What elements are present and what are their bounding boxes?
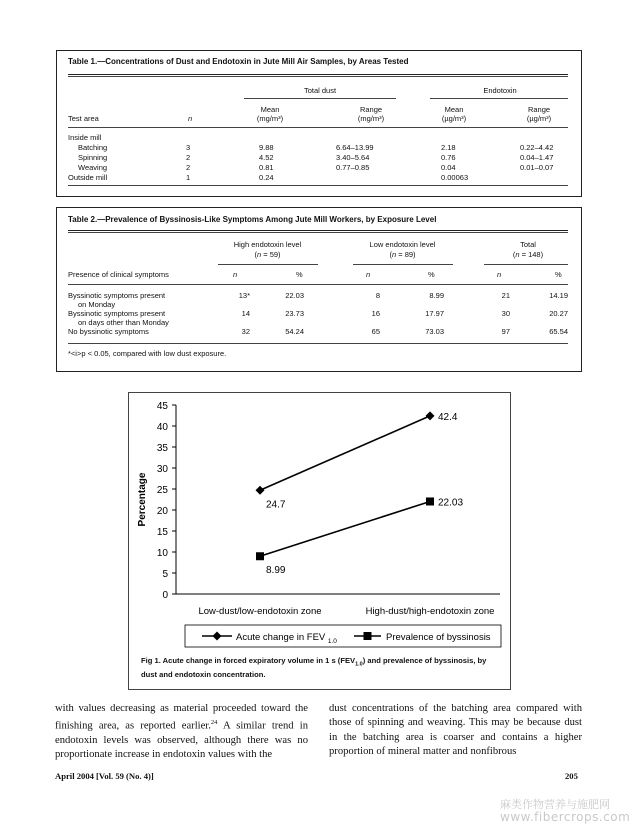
y-tick-label: 25: [156, 485, 168, 496]
table2-group-total: Total (n = 148): [512, 240, 544, 259]
data-label: 42.4: [438, 411, 458, 423]
table1-title: Table 1.—Concentrations of Dust and Endotoxin in Jute Mill Air Samples, by Areas Tested: [68, 57, 409, 66]
watermark-title: 麻类作物营养与施肥网: [500, 798, 610, 811]
table1-col-mean-dust: Mean (mg/m³): [256, 105, 284, 123]
table2-label-line: on Monday: [78, 300, 116, 309]
table1-cell-n: 3: [186, 143, 191, 152]
table1-cell-area: Batching: [78, 143, 108, 152]
table2-group-low: Low endotoxin level (n = 89): [369, 240, 436, 259]
y-axis-label: Percentage: [137, 472, 148, 527]
table2-cell-hn: 32: [241, 327, 250, 336]
table1-cell-mean-endo: 0.00063: [441, 173, 469, 182]
data-point-square: [426, 497, 434, 505]
series-line: [260, 416, 430, 490]
table2-cell-label: [68, 327, 149, 336]
table1-cell-area: Weaving: [78, 163, 108, 172]
y-tick-label: 30: [156, 464, 168, 475]
table1-cell-mean-dust: 0.24: [259, 173, 274, 182]
table2-cell-tp: 14.19: [549, 291, 568, 300]
table1-cell-n: 1: [186, 173, 191, 182]
table2-col-tn: n: [497, 270, 502, 279]
legend-label: Prevalence of byssinosis: [386, 632, 491, 643]
y-tick-label: 35: [156, 443, 168, 454]
y-tick-label: 45: [156, 401, 168, 412]
table1-cell-mean-dust: 4.52: [259, 153, 274, 162]
y-tick-label: 40: [156, 422, 168, 433]
watermark-url: www.fibercrops.com: [500, 810, 631, 824]
table1-cell-range-dust: 0.77–0.85: [336, 163, 370, 172]
table1-col-mean-endo: Mean (µg/m³): [441, 105, 467, 123]
footer-issue: April 2004 [Vol. 59 (No. 4)]: [55, 771, 154, 781]
table1-col-range-endo: Range (µg/m³): [526, 105, 552, 123]
table2-footnote: *<i>p < 0.05, compared with low dust exposure.: [68, 349, 227, 358]
data-point-diamond: [426, 411, 435, 420]
table2-col-tp: %: [555, 270, 562, 279]
figure-chart: [128, 392, 511, 690]
table2-col-lp: %: [428, 270, 435, 279]
x-tick-label: Low-dust/low-endotoxin zone: [198, 606, 322, 617]
body-right-column: dust concentrations of the batching area compared with those of spinning and weaving. This may be because dust in the batching area is coarser and contains a higher proportion of mineral matter and nonfibrous: [329, 703, 582, 757]
table2-cell-tp: 65.54: [549, 327, 568, 336]
table2-cell-tn: 21: [501, 291, 510, 300]
y-tick-label: 0: [162, 590, 168, 601]
table1-cell-range-endo: 0.22–4.42: [520, 143, 554, 152]
table1-cell-mean-dust: 0.81: [259, 163, 274, 172]
table1-cell-range-endo: 0.04–1.47: [520, 153, 554, 162]
data-label: 8.99: [266, 565, 286, 577]
y-tick-label: 20: [156, 506, 168, 517]
table1-group-total-dust: Total dust: [303, 86, 337, 95]
table2-title: Table 2.—Prevalence of Byssinosis-Like Symptoms Among Jute Mill Workers, by Exposure Level: [68, 215, 437, 224]
table2-cell-hn: 13*: [238, 291, 250, 300]
table2-cell-lp: 8.99: [429, 291, 444, 300]
table2-cell-lp: 73.03: [425, 327, 444, 336]
table2-label-line: Byssinotic symptoms present: [68, 309, 166, 318]
table2-cell-lp: 17.97: [425, 309, 444, 318]
table1-cell-mean-endo: 0.76: [441, 153, 456, 162]
table2-col-hp: %: [296, 270, 303, 279]
table2-cell-hn: 14: [241, 309, 250, 318]
table1-cell-n: 2: [186, 153, 191, 162]
table1-cell-mean-endo: 2.18: [441, 143, 456, 152]
data-label: 22.03: [438, 497, 464, 509]
table1-cell-range-endo: 0.01–0.07: [520, 163, 554, 172]
table2-label-line: on days other than Monday: [78, 318, 169, 327]
data-point-square: [256, 552, 264, 560]
table1-cell-n: 2: [186, 163, 191, 172]
table1-cell-range-dust: 3.40–5.64: [336, 153, 370, 162]
table2-cell-hp: 54.24: [285, 327, 304, 336]
table2-label-line: Byssinotic symptoms present: [68, 291, 166, 300]
table2-col-hn: n: [233, 270, 238, 279]
figure-caption: Fig 1. Acute change in forced expiratory volume in 1 s $(FEV_{1.0})$ and prevalence of byssinosis, by dust and endotoxin concentration.: [141, 656, 487, 679]
legend-label: Acute change in FEV $_{1.0}$: [236, 632, 337, 645]
table2-col-ln: n: [366, 270, 371, 279]
y-tick-label: 5: [162, 569, 168, 580]
table1-cell-range-dust: 6.64–13.99: [336, 143, 374, 152]
series-line: [260, 501, 430, 556]
table2-cell-ln: 16: [371, 309, 380, 318]
table1-cell-area: Inside mill: [68, 133, 102, 142]
table1-box: [56, 50, 582, 197]
table2-cell-tn: 97: [501, 327, 510, 336]
table2-group-high: High endotoxin level (n = 59): [233, 240, 302, 259]
table2-cell-label: [68, 291, 165, 309]
table2-cell-tp: 20.27: [549, 309, 568, 318]
table1-col-range-dust: Range (mg/m³): [357, 105, 385, 123]
table2-cell-tn: 30: [501, 309, 510, 318]
page-number: 205: [565, 771, 578, 781]
table2-cell-ln: 8: [375, 291, 380, 300]
table2-cell-label: [68, 309, 169, 327]
table1-cell-area: Spinning: [78, 153, 108, 162]
table2-cell-hp: 22.03: [285, 291, 304, 300]
table1-cell-mean-dust: 9.88: [259, 143, 274, 152]
body-left-column: with values decreasing as material proceeded toward the finishing area, as reported earlier.$^{24}$ A similar trend in endotoxin levels was observed, although there was no proportionate increase in endotoxin values with the: [55, 703, 308, 761]
table2-cell-ln: 65: [371, 327, 380, 336]
y-tick-label: 15: [156, 527, 168, 538]
table2-label-line: No byssinotic symptoms: [68, 327, 149, 336]
y-tick-label: 10: [156, 548, 168, 559]
data-label: 24.7: [266, 499, 286, 511]
data-point-diamond: [256, 486, 265, 495]
legend-marker-square: [364, 632, 372, 640]
table1-cell-area: Outside mill: [68, 173, 108, 182]
table1-cell-mean-endo: 0.04: [441, 163, 456, 172]
table2-col-presence: Presence of clinical symptoms: [68, 270, 169, 279]
table1-col-test-area: Test area: [68, 114, 99, 123]
x-tick-label: High-dust/high-endotoxin zone: [365, 606, 495, 617]
table1-group-endotoxin: Endotoxin: [483, 86, 517, 95]
table2-cell-hp: 23.73: [285, 309, 304, 318]
table1-col-n: n: [188, 114, 193, 123]
